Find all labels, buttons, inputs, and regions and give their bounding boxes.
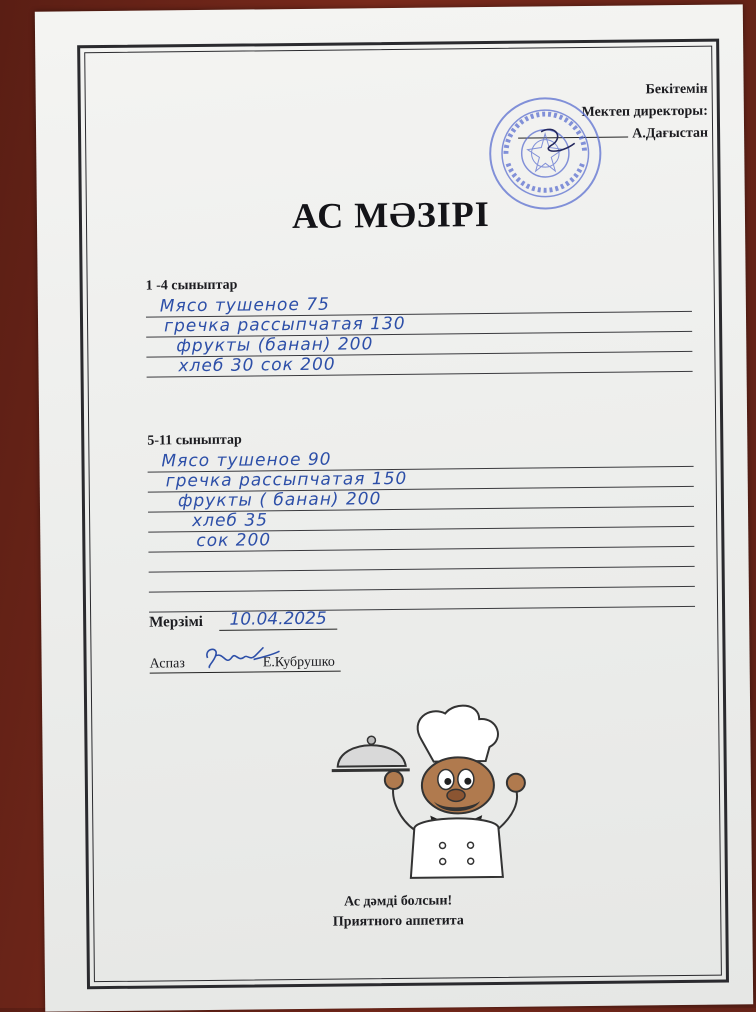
cook-name: Е.Кубрушко	[262, 654, 335, 671]
menu-item: Мясо тушеное 75	[159, 294, 331, 317]
director-name: А.Дағыстан	[632, 125, 709, 142]
section1-label: 1 -4 сыныптар	[145, 277, 238, 294]
menu-item: хлеб 35	[192, 510, 269, 532]
footer	[44, 888, 752, 935]
footer-line2: Приятного аппетита	[332, 913, 464, 930]
menu-item: хлеб 30 сок 200	[178, 354, 336, 377]
cook-signature-icon	[201, 643, 281, 672]
menu-item: Мясо тушеное 90	[161, 449, 332, 472]
document-sheet	[35, 4, 753, 1011]
approval-line2: Мектеп директоры:	[581, 103, 708, 121]
date-label: Мерзімі	[149, 614, 204, 631]
approval-line1: Бекітемін	[645, 81, 708, 98]
cook-label: Аспаз	[149, 656, 185, 672]
section2-lines	[147, 447, 695, 613]
menu-item: сок 200	[196, 530, 272, 552]
menu-item: фрукты ( банан) 200	[177, 489, 382, 512]
menu-item: гречка рассыпчатая 130	[163, 313, 406, 337]
section2-label: 5-11 сыныптар	[147, 432, 242, 449]
chef-illustration-icon	[328, 699, 532, 881]
date-value: 10.04.2025	[219, 609, 337, 631]
page-title: АС МӘЗІРІ	[291, 193, 491, 237]
menu-item: гречка рассыпчатая 150	[165, 468, 408, 492]
footer-line1: Ас дәмді болсын!	[343, 893, 453, 910]
section1-lines	[146, 292, 693, 378]
menu-item: фрукты (банан) 200	[176, 334, 374, 357]
